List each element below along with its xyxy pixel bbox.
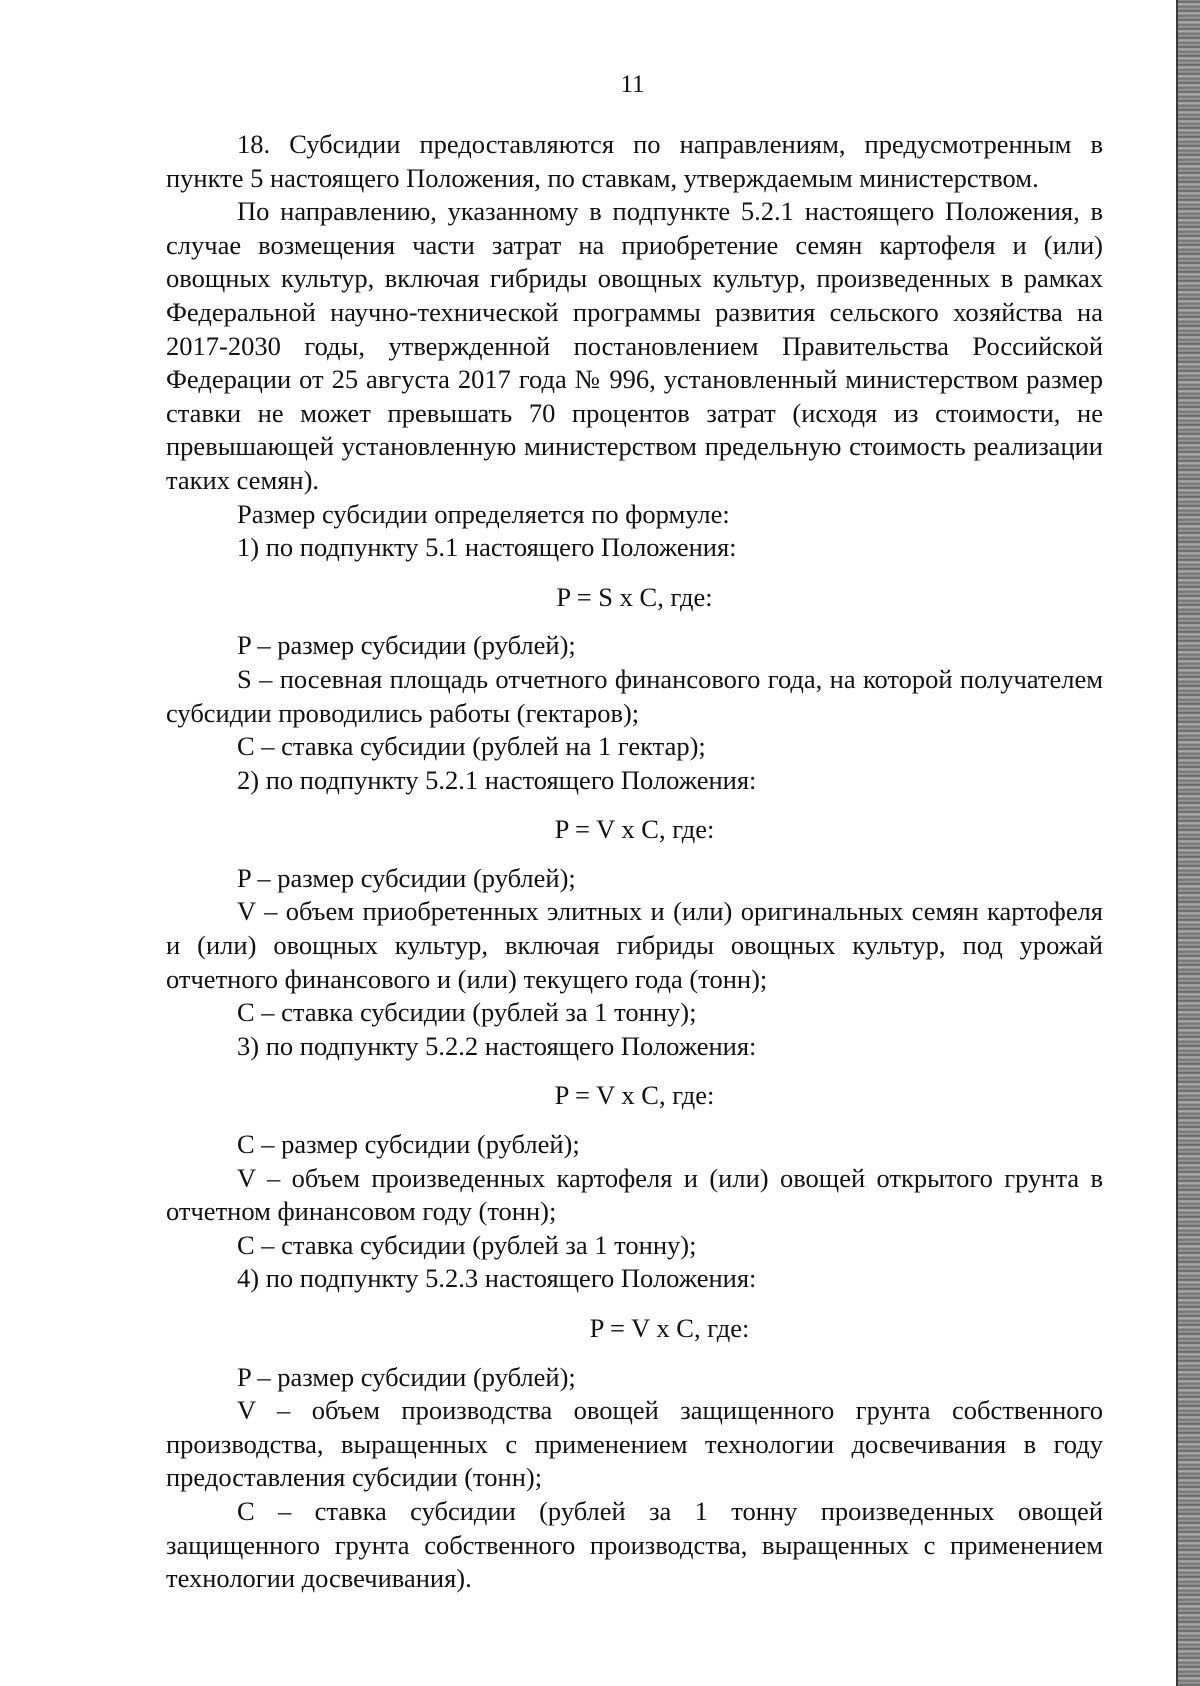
definition-p-1: P – размер субсидии (рублей);: [237, 630, 576, 661]
list-item-2: 2) по подпункту 5.2.1 настоящего Положения:: [237, 764, 757, 795]
definition-s-1: S – посевная площадь отчетного финансового года, на которой получателем субсидии проводились работы (гектаров);: [166, 663, 1103, 728]
definition-v-3: V – объем произведенных картофеля и (или) овощей открытого грунта в отчетном финансовом году (тонн);: [166, 1162, 1103, 1227]
definition-v-2: V – объем приобретенных элитных и (или) оригинальных семян картофеля и (или) овощных культур, включая гибриды овощных культур, под урожай отчетного финансового и (или) текущего года (тонн);: [166, 896, 1103, 994]
definition-p-2: P – размер субсидии (рублей);: [237, 862, 576, 893]
list-item-1: 1) по подпункту 5.1 настоящего Положения:: [237, 532, 737, 563]
definition-v-4: V – объем производства овощей защищенного грунта собственного производства, выращенных с применением технологии досвечивания в году предоставления субсидии (тонн);: [166, 1395, 1103, 1493]
formula-4: P = V x C, где:: [589, 1313, 750, 1343]
formula-2: P = V x C, где:: [554, 814, 715, 845]
definition-c-3b: C – ставка субсидии (рублей за 1 тонну);: [237, 1229, 697, 1260]
formula-1: P = S x C, где:: [556, 581, 713, 612]
paragraph-rate-limit: По направлению, указанному в подпункте 5.2.1 настоящего Положения, в случае возмещения части затрат на приобретение семян картофеля и (или) овощных культур, включая гибриды овощных культур, произведенных в рамках Федеральной научно-технической программы развития сельского хозяйства на 2017-2030 годы, утвержденной постановлением Правительства Российской Федерации от 25 августа 2017 года № 996, установленный министерством размер ставки не может превышать 70 процентов затрат (исходя из стоимости, не превышающей установленную министерством предельную стоимость реализации таких семян).: [166, 196, 1103, 495]
definition-c-3a: C – размер субсидии (рублей);: [237, 1129, 580, 1160]
definition-c-4: C – ставка субсидии (рублей за 1 тонну произведенных овощей защищенного грунта собственного производства, выращенных с применением технологии досвечивания).: [166, 1495, 1103, 1594]
list-item-4: 4) по подпункту 5.2.3 настоящего Положения:: [237, 1263, 757, 1294]
formula-3: P = V x C, где:: [554, 1080, 715, 1111]
paragraph-18: 18. Субсидии предоставляются по направлениям, предусмотренным в пункте 5 настоящего Положения, по ставкам, утверждаемым министерством.: [166, 129, 1103, 193]
definition-c-2: C – ставка субсидии (рублей за 1 тонну);: [237, 997, 697, 1028]
definition-c-1: C – ставка субсидии (рублей на 1 гектар);: [237, 731, 706, 762]
definition-p-4: P – размер субсидии (рублей);: [237, 1361, 576, 1392]
list-item-3: 3) по подпункту 5.2.2 настоящего Положения:: [237, 1030, 757, 1061]
page-number: 11: [620, 71, 645, 98]
scan-edge: [1178, 0, 1200, 1686]
document-body: [166, 128, 1103, 1596]
paragraph-formula-intro: Размер субсидии определяется по формуле:: [237, 498, 730, 529]
